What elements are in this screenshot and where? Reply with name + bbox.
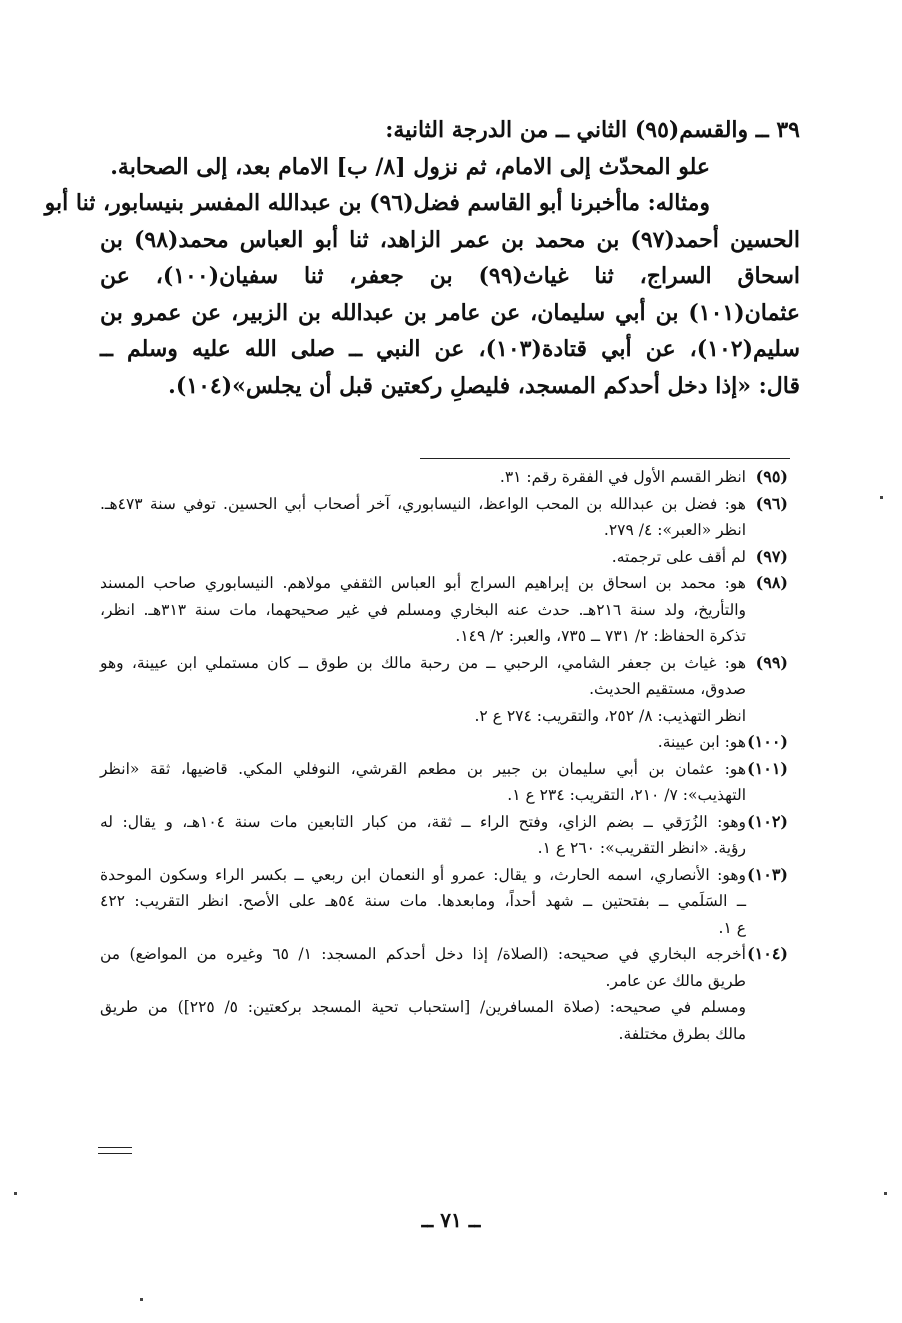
- footnote: [100, 464, 788, 491]
- footnote-line: انظر القسم الأول في الفقرة رقم: ٣١.: [499, 468, 746, 486]
- double-rule: [98, 1147, 132, 1154]
- main-text-line: اسحاق السراج، ثنا غياث(٩٩) بن جعفر، ثنا سفيان(١٠٠)، عن: [100, 263, 800, 289]
- main-text-line: ومثاله: ماأخبرنا أبو القاسم فضل(٩٦) بن عبدالله المفسر بنيسابور، ثنا أبو: [44, 190, 710, 216]
- footnote-line: التهذيب»: ٧/ ٢١٠، التقريب: ٢٣٤ ع ١.: [507, 786, 746, 804]
- footnote-number: (١٠٤): [747, 944, 788, 963]
- main-text-line: عثمان(١٠١) بن أبي سليمان، عن عامر بن عبدالله بن الزبير، عن عمرو بن: [100, 299, 800, 326]
- footnote: [100, 862, 788, 942]
- footnote-line: هو: ابن عيينة.: [657, 733, 746, 751]
- main-text-line: قال: «إذا دخل أحدكم المسجد، فليصلِ ركعتين قبل أن يجلس»(١٠٤).: [168, 372, 800, 399]
- footnote-line: هو: محمد بن اسحاق بن إبراهيم السراج أبو العباس الثقفي مولاهم. النيسابوري صاحب المسند: [100, 574, 746, 592]
- footnote-line: هو: فضل بن عبدالله بن المحب الواعظ، النيسابوري، آخر أصحاب أبي الحسين. توفي سنة ٤٧٣هـ.: [100, 494, 746, 513]
- footnote-line: مالك بطرق مختلفة.: [618, 1024, 746, 1043]
- footnote-line: صدوق، مستقيم الحديث.: [589, 680, 746, 698]
- scan-speck: [884, 1192, 887, 1195]
- footnote-number: (٩٨): [755, 573, 788, 592]
- footnote-line: طريق مالك عن عامر.: [605, 971, 746, 990]
- footnote-number: (١٠٠): [747, 732, 788, 751]
- footnote-line: ومسلم في صحيحه: (صلاة المسافرين/ [استحباب تحية المسجد بركعتين: ٥/ ٢٢٥]) من طريق: [100, 998, 746, 1016]
- footnote-number: (٩٦): [755, 493, 788, 513]
- footnote-line: تذكرة الحفاظ: ٢/ ٧٣١ ــ ٧٣٥، والعبر: ٢/ ١٤٩.: [455, 627, 746, 645]
- scan-speck: [14, 1192, 17, 1195]
- footnote: [100, 491, 788, 544]
- footnote-line: ع ١.: [718, 918, 746, 937]
- footnote-separator: [420, 458, 790, 459]
- main-text-line: الحسين أحمد(٩٧) بن محمد بن عمر الزاهد، ثنا أبو العباس محمد(٩٨) بن: [100, 226, 800, 253]
- footnote-line: هو: غياث بن جعفر الشامي، الرحبي ــ من رحبة مالك بن طوق ــ كان مستملي ابن عيينة، وهو: [100, 653, 746, 672]
- footnote: [100, 544, 788, 571]
- footnotes: [100, 464, 788, 1047]
- section-heading: ٣٩ ــ والقسم(٩٥) الثاني ــ من الدرجة الثانية:: [385, 117, 800, 143]
- footnote-line: والتأريخ، ولد سنة ٢١٦هـ. حدث عنه البخاري ومسلم في غير صحيحهما، مات سنة ٣١٣هـ. انظر،: [100, 600, 746, 619]
- footnote-number: (١٠٢): [747, 811, 788, 831]
- footnote: [100, 729, 788, 756]
- scan-speck: [140, 1298, 143, 1301]
- main-text-line: علو المحدّث إلى الامام، ثم نزول [٨/ ب] الامام بعد، إلى الصحابة.: [110, 153, 710, 180]
- footnote-line: وهو: الأنصاري، اسمه الحارث، و يقال: عمرو أو النعمان ابن ربعي ــ بكسر الراء وسكون الموحدة: [100, 865, 746, 884]
- footnote: [100, 650, 788, 730]
- footnote-number: (٩٧): [755, 546, 788, 566]
- footnote: [100, 941, 788, 1047]
- footnote-line: رؤية. «انظر التقريب»: ٢٦٠ ع ١.: [537, 839, 746, 857]
- footnote-line: وهو: الزُرَقي ــ بضم الزاي، وفتح الراء ــ ثقة، من كبار التابعين مات سنة ١٠٤هـ، و يقال: له: [100, 812, 746, 831]
- scan-speck: [880, 496, 883, 499]
- footnote-line: ــ السَلَمي ــ بفتحتين ــ شهد أحداً، ومابعدها. مات سنة ٥٤هـ على الأصح. انظر التقريب: ٤٢٢: [100, 892, 746, 910]
- footnote-number: (٩٥): [755, 467, 788, 486]
- footnote-number: (٩٩): [755, 652, 788, 672]
- footnote-number: (١٠١): [747, 758, 788, 778]
- footnote: [100, 809, 788, 862]
- page-number: ــ ٧١ ــ: [421, 1208, 481, 1232]
- footnote-line: أخرجه البخاري في صحيحه: (الصلاة/ إذا دخل أحدكم المسجد: ١/ ٦٥ وغيره من المواضع) من: [100, 945, 746, 963]
- main-text-line: سليم(١٠٢)، عن أبي قتادة(١٠٣)، عن النبي ــ صلى الله عليه وسلم ــ: [100, 336, 801, 362]
- footnote-line: انظر «العبر»: ٤/ ٢٧٩.: [603, 521, 746, 539]
- footnote-line: هو: عثمان بن أبي سليمان بن جبير بن مطعم القرشي، النوفلي المكي. قاضيها، ثقة «انظر: [100, 759, 746, 778]
- footnote-number: (١٠٣): [747, 864, 788, 884]
- footnote-line: انظر التهذيب: ٨/ ٢٥٢، والتقريب: ٢٧٤ ع ٢.: [474, 706, 746, 725]
- footnote: [100, 570, 788, 650]
- footnote: [100, 756, 788, 809]
- main-text: [44, 112, 801, 404]
- footnote-line: لم أقف على ترجمته.: [611, 547, 746, 566]
